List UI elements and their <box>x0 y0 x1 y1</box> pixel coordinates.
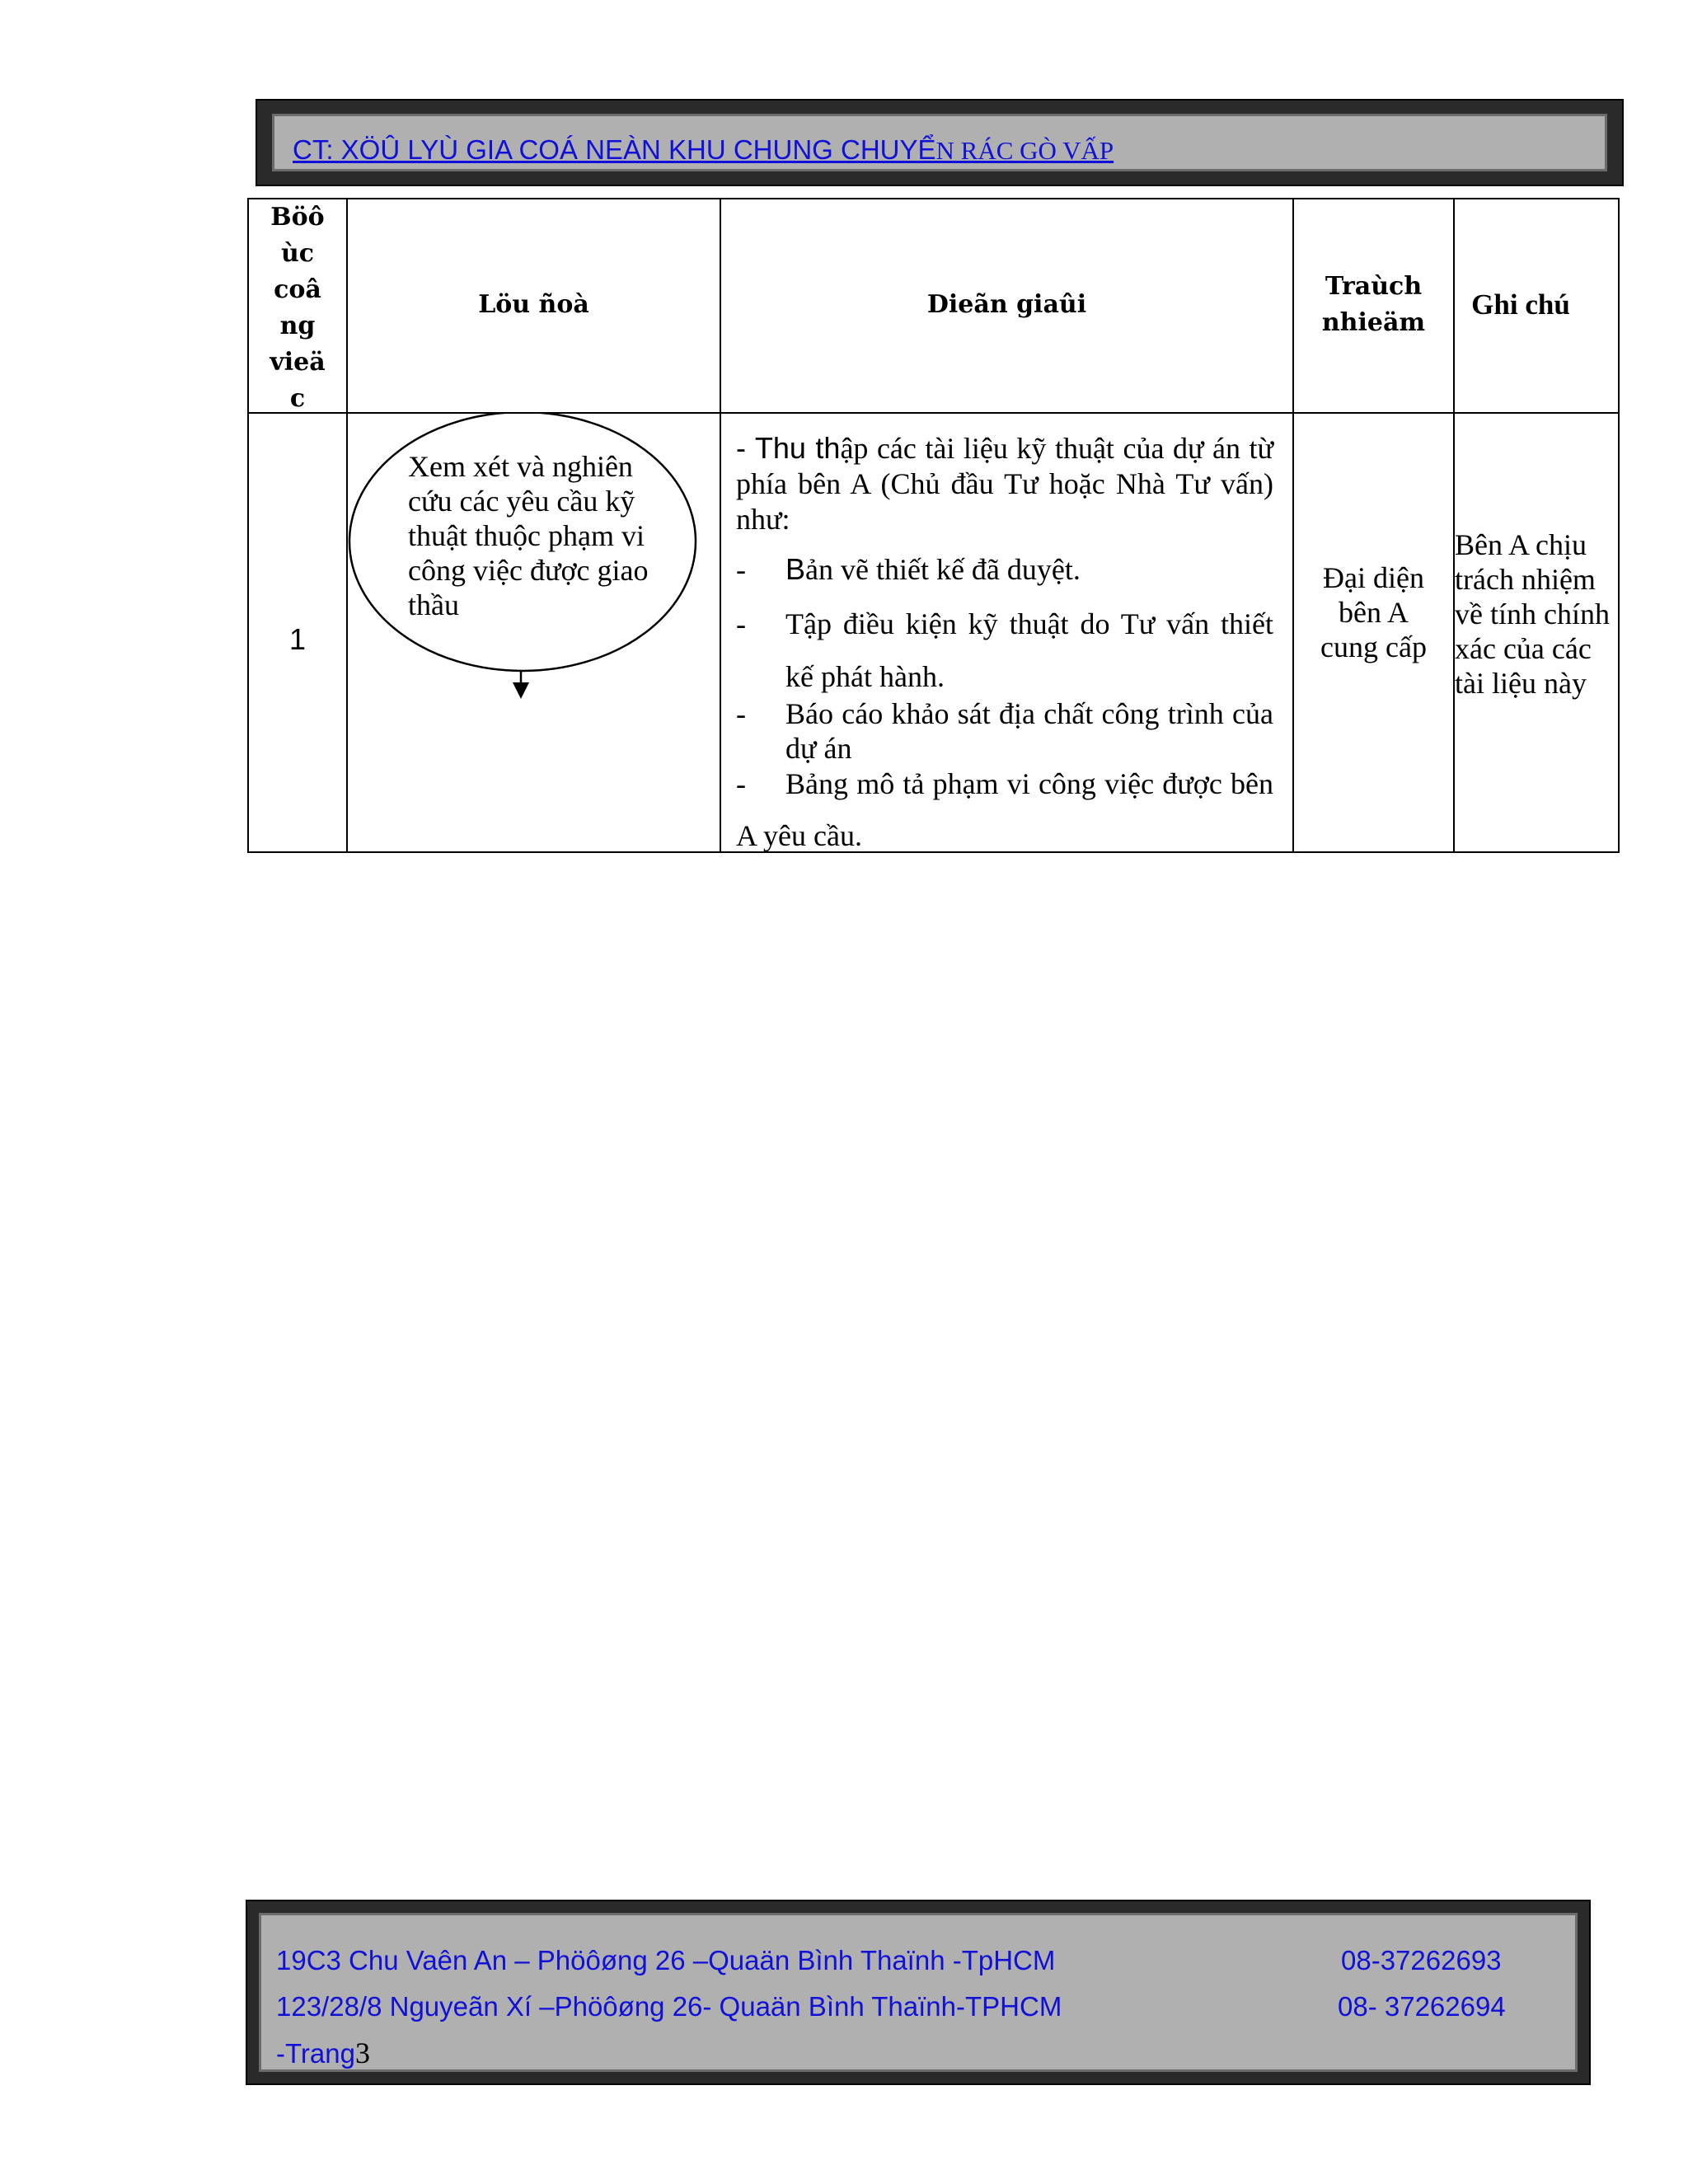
footer-page-label: -Trang <box>276 2038 355 2069</box>
header-banner-inner <box>272 114 1607 171</box>
footer-page-number: 3 <box>354 2036 370 2069</box>
table-border-right <box>1618 198 1620 853</box>
header-responsibility-line: Traùch <box>1325 272 1423 301</box>
header-banner <box>256 99 1624 186</box>
bullet-text-prefix: B <box>785 552 806 586</box>
header-responsibility-line: nhieäm <box>1321 308 1426 337</box>
footer-banner <box>246 1900 1591 2085</box>
footer-address-2: 123/28/8 Nguyeãn Xí –Phöôøng 26- Quaän Bình Thaïnh-TPHCM <box>276 1991 1062 2022</box>
responsibility-line: bên A <box>1339 596 1409 629</box>
responsibility-line: Đại diện <box>1323 561 1424 594</box>
bullet-text: Tập điều kiện kỹ thuật do Tư vấn thiết <box>785 607 1273 640</box>
bullet-dash: - <box>736 767 746 800</box>
process-step-text-line: công việc được giao <box>408 554 649 587</box>
header-step-line: vieä <box>270 348 326 377</box>
note-line: trách nhiệm <box>1455 563 1596 596</box>
note-line: về tính chính <box>1455 598 1610 630</box>
bullet-text: Bảng mô tả phạm vi công việc được bên <box>785 767 1273 800</box>
header-step-line: ùc <box>280 239 315 268</box>
flow-arrow-head <box>513 682 529 699</box>
process-step-text-line: cứu các yêu cầu kỹ <box>408 485 635 518</box>
process-step-text-line: Xem xét và nghiên <box>408 450 633 483</box>
explanation-intro-text <box>736 430 1273 537</box>
header-note: Ghi chú <box>1471 288 1570 321</box>
header-step-line: c <box>289 384 306 413</box>
bullet-dash: - <box>736 607 746 640</box>
header-step-line: coâ <box>274 275 321 304</box>
table-border-top <box>247 198 1620 199</box>
explanation-intro-text-rest: ập các tài liệu kỹ thuật của dự án từ phía bên A (Chủ đầu Tư hoặc Nhà Tư vấn) như: <box>736 432 1273 536</box>
bullet-dash: - <box>736 697 746 730</box>
header-explanation: Dieãn giaûi <box>926 290 1087 319</box>
footer-address-1: 19C3 Chu Vaên An – Phöôøng 26 –Quaän Bình Thaïnh -TpHCM <box>276 1945 1056 1975</box>
responsibility-line: cung cấp <box>1320 630 1427 663</box>
bullet-text: Báo cáo khảo sát địa chất công trình của dự án <box>785 697 1273 765</box>
explanation-tail: A yêu cầu. <box>736 819 862 852</box>
bullet-dash: - <box>736 553 746 586</box>
note-cell <box>1455 527 1618 701</box>
header-step <box>249 199 346 417</box>
header-step-line: ng <box>279 312 316 340</box>
header-responsibility <box>1294 269 1453 341</box>
process-step-text <box>408 449 696 622</box>
bullet-text: kế phát hành. <box>785 660 945 693</box>
project-title-serif: N RÁC GÒ VẤP <box>935 136 1114 165</box>
header-step-line: Böô <box>270 203 325 232</box>
note-line: xác của các <box>1455 632 1592 665</box>
project-title-sans: CT: XÖÛ LYÙ GIA COÁ NEÀN KHU CHUNG CHUYỂ <box>293 134 936 165</box>
header-flowchart: Löu ñoà <box>478 290 589 319</box>
footer-banner-inner <box>259 1913 1578 2072</box>
bullet-text-rest: ản vẽ thiết kế đã duyệt. <box>805 553 1081 586</box>
footer-phone-2: 08- 37262694 <box>1338 1991 1506 2022</box>
note-line: Bên A chịu <box>1455 528 1587 561</box>
note-line: tài liệu này <box>1455 667 1587 700</box>
footer-phone-1: 08-37262693 <box>1341 1945 1502 1975</box>
footer-page-indicator <box>276 2036 370 2070</box>
responsibility-cell <box>1294 560 1453 664</box>
process-step-text-line: thuật thuộc phạm vi <box>408 519 645 552</box>
explanation-intro-text-prefix: - Thu th <box>736 431 841 465</box>
process-step-text-line: thầu <box>408 588 459 621</box>
bullet-text <box>785 552 1273 587</box>
project-title-link[interactable] <box>293 134 1114 166</box>
row-step-number: 1 <box>288 622 307 656</box>
